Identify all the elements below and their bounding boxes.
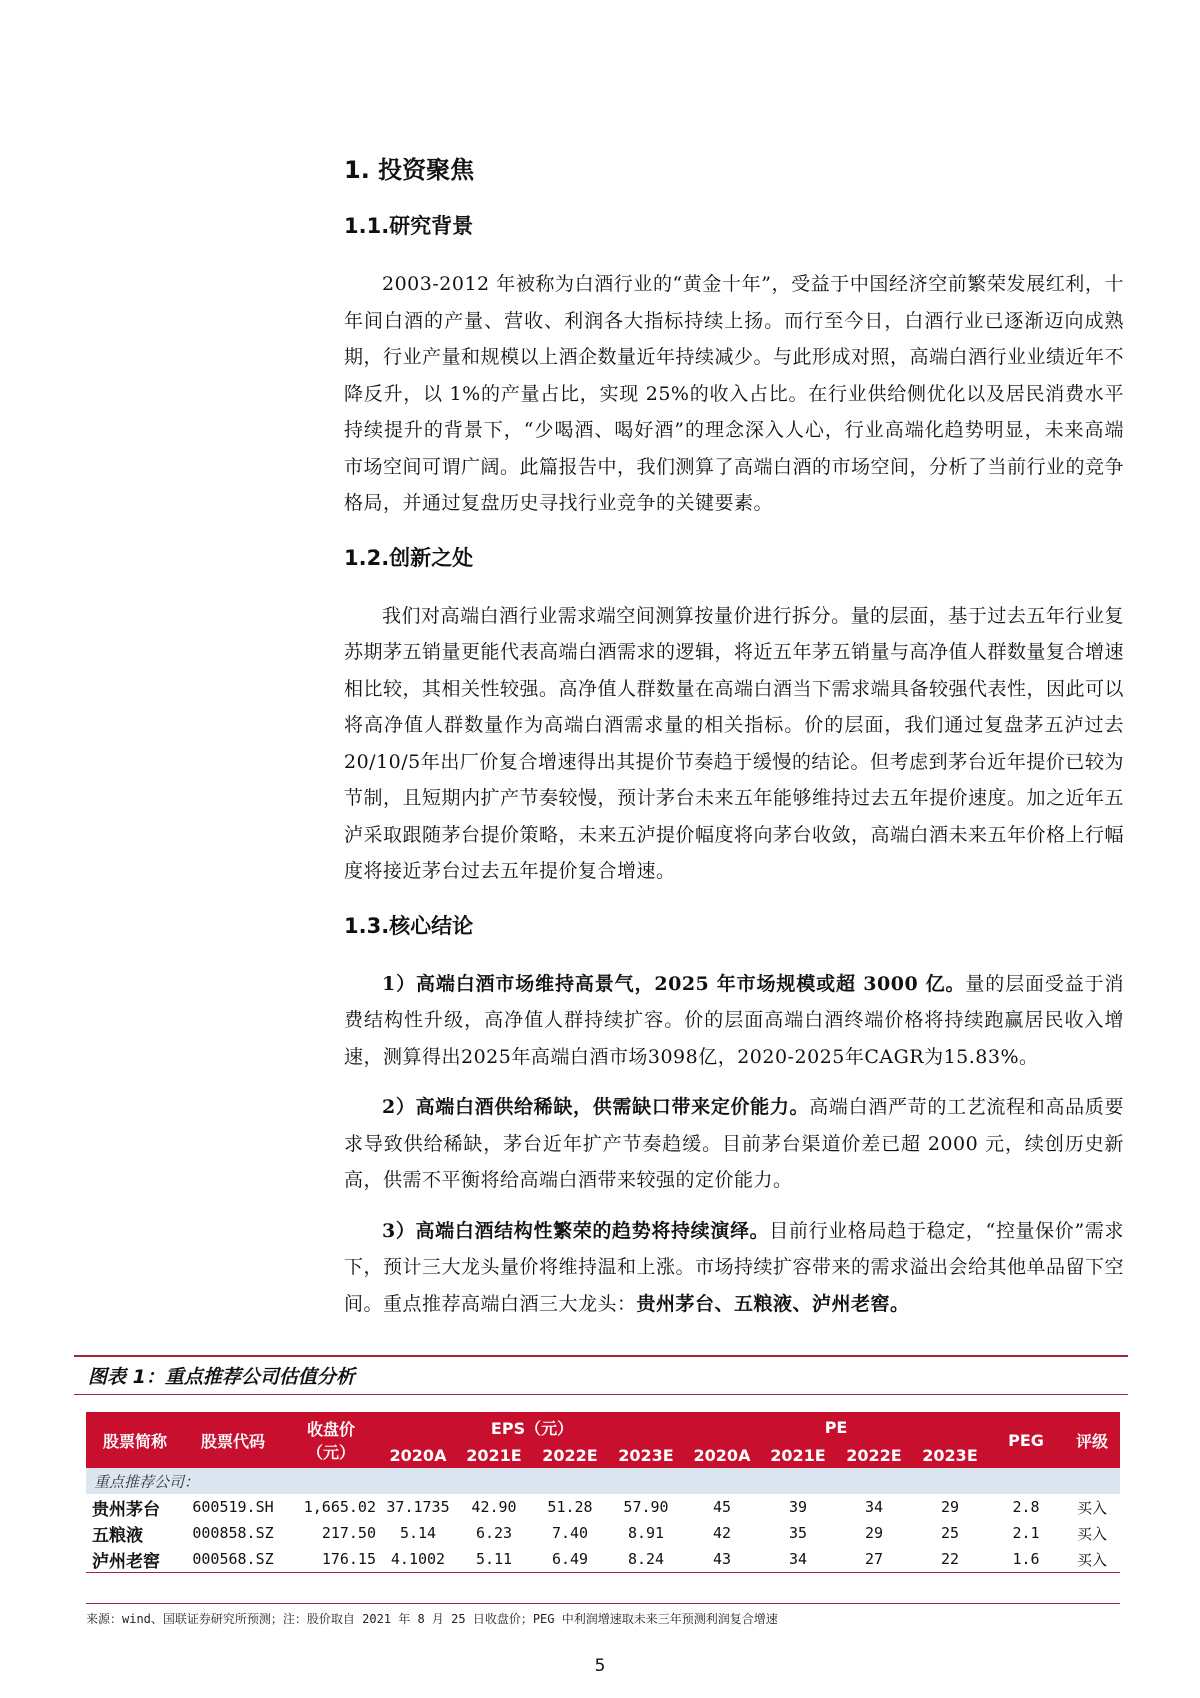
conclusion-3-heading: 3）高端白酒结构性繁荣的趋势将持续演绎。 <box>382 1219 770 1242</box>
pe-2022e: 29 <box>864 1524 884 1542</box>
rating: 买入 <box>1077 1498 1108 1517</box>
conclusion-3-recommendation: 贵州茅台、五粮液、泸州老窖。 <box>636 1292 910 1315</box>
pe-2023e: 25 <box>940 1524 960 1542</box>
header-close-price: 收盘价 （元） <box>282 1412 380 1468</box>
background-paragraph: 2003-2012 年被称为白酒行业的“黄金十年”，受益于中国经济空前繁荣发展红利，十年间白酒的产量、营收、利润各大指标持续上扬。而行至今日，白酒行业已逐渐迈向成熟期，行业产量和规模以上酒企数量近年持续减少。与此形成对照，高端白酒行业业绩近年不降反升，以 1%的产量占比，实现 25%的收入占比。在行业供给侧优化以及居民消费水平持续提升的背景下，“少喝酒、喝好酒”的理念深入人心，行业高端化趋势明显，未来高端市场空间可谓广阔。此篇报告中，我们测算了高端白酒的市场空间，分析了当前行业的竞争格局，并通过复盘历史寻找行业竞争的关键要素。 <box>344 273 1125 514</box>
pe-2020a: 42 <box>712 1524 732 1542</box>
eps-2021e: 42.90 <box>471 1498 517 1516</box>
eps-2020a: 37.1735 <box>386 1498 450 1516</box>
stock-code: 000568.SZ <box>184 1546 282 1573</box>
header-rating: 评级 <box>1064 1412 1120 1468</box>
eps-2023e: 8.24 <box>608 1546 684 1573</box>
header-pe-2023e: 2023E <box>912 1442 988 1468</box>
header-eps-2020a: 2020A <box>380 1442 456 1468</box>
close-price: 217.50 <box>321 1524 376 1542</box>
pe-2020a: 45 <box>712 1498 732 1516</box>
close-price: 176.15 <box>282 1546 380 1573</box>
table-row <box>86 1546 1120 1573</box>
header-eps-2022e: 2022E <box>532 1442 608 1468</box>
peg: 2.1 <box>1012 1524 1040 1542</box>
pe-2021e: 34 <box>760 1546 836 1573</box>
eps-2022e: 6.49 <box>532 1546 608 1573</box>
peg: 2.8 <box>1012 1498 1040 1516</box>
valuation-table <box>86 1412 1120 1573</box>
eps-2021e: 6.23 <box>475 1524 513 1542</box>
header-peg: PEG <box>988 1412 1064 1468</box>
eps-2023e: 57.90 <box>623 1498 669 1516</box>
header-pe: PE <box>684 1412 988 1442</box>
pe-2022e: 34 <box>864 1498 884 1516</box>
stock-name: 五粮液 <box>92 1525 143 1546</box>
header-pe-2020a: 2020A <box>684 1442 760 1468</box>
conclusion-paragraph-2 <box>344 1089 1124 1199</box>
pe-2023e: 29 <box>940 1498 960 1516</box>
group-label: 重点推荐公司： <box>86 1468 1120 1494</box>
conclusion-2-heading: 2）高端白酒供给稀缺，供需缺口带来定价能力。 <box>382 1096 810 1118</box>
pe-2021e: 39 <box>788 1498 808 1516</box>
header-eps-2023e: 2023E <box>608 1442 684 1468</box>
pe-2021e: 35 <box>788 1524 808 1542</box>
page-number: 5 <box>594 1656 606 1676</box>
close-price: 1,665.02 <box>303 1498 376 1516</box>
conclusion-paragraph-1 <box>344 966 1124 1076</box>
pe-2023e: 22 <box>912 1546 988 1573</box>
stock-name: 泸州老窖 <box>86 1546 184 1573</box>
stock-code: 600519.SH <box>192 1498 274 1516</box>
header-eps-2021e: 2021E <box>456 1442 532 1468</box>
subsection-title-conclusion: 1.3.核心结论 <box>344 913 474 938</box>
eps-2022e: 7.40 <box>551 1524 589 1542</box>
conclusion-1-heading: 1）高端白酒市场维持高景气，2025 年市场规模或超 3000 亿。 <box>382 972 966 995</box>
stock-code: 000858.SZ <box>192 1524 274 1542</box>
subsection-title-innovation: 1.2.创新之处 <box>344 545 474 570</box>
pe-2020a: 43 <box>684 1546 760 1573</box>
conclusion-1-text: 量的层面受益于消费结构性升级，高净值人群持续扩容。价的层面高端白酒终端价格将持续跑赢居民收入增速，测算得出2025年高端白酒市场3098亿，2020-2025年CAGR为15.83%。 <box>344 972 1124 1068</box>
figure-title: 图表 1：重点推荐公司估值分析 <box>74 1355 1128 1395</box>
peg: 1.6 <box>988 1546 1064 1573</box>
conclusion-3-text: 目前行业格局趋于稳定，“控量保价”需求下，预计三大龙头量价将维持温和上涨。市场持续扩容带来的需求溢出会给其他单品留下空间。重点推荐高端白酒三大龙头： <box>344 1219 1125 1315</box>
rating: 买入 <box>1064 1546 1120 1573</box>
innovation-paragraph: 我们对高端白酒行业需求端空间测算按量价进行拆分。量的层面，基于过去五年行业复苏期茅五销量更能代表高端白酒需求的逻辑，将近五年茅五销量与高净值人群数量复合增速相比较，其相关性较强。高净值人群数量在高端白酒当下需求端具备较强代表性，因此可以将高净值人群数量作为高端白酒需求量的相关指标。价的层面，我们通过复盘茅五泸过去20/10/5年出厂价复合增速得出其提价节奏趋于缓慢的结论。但考虑到茅台近年提价已较为节制，且短期内扩产节奏较慢，预计茅台未来五年能够维持过去五年提价速度。加之近年五泸采取跟随茅台提价策略，未来五泸提价幅度将向茅台收敛，高端白酒未来五年价格上行幅度将接近茅台过去五年提价复合增速。 <box>344 604 1125 882</box>
main-content <box>344 150 1124 1322</box>
eps-2020a: 4.1002 <box>380 1546 456 1573</box>
eps-2021e: 5.11 <box>456 1546 532 1573</box>
header-eps: EPS（元） <box>380 1412 684 1442</box>
pe-2022e: 27 <box>836 1546 912 1573</box>
stock-name: 贵州茅台 <box>92 1499 160 1520</box>
rating: 买入 <box>1077 1524 1108 1543</box>
header-pe-2022e: 2022E <box>836 1442 912 1468</box>
figure-source-note: 来源：wind、国联证券研究所预测；注：股价取自 2021 年 8 月 25 日收盘价；PEG 中利润增速取未来三年预测利润复合增速 <box>86 1603 1120 1627</box>
table-row <box>86 1494 1120 1520</box>
table-row <box>86 1520 1120 1546</box>
subsection-title-background: 1.1.研究背景 <box>344 214 474 238</box>
header-pe-2021e: 2021E <box>760 1442 836 1468</box>
eps-2023e: 8.91 <box>627 1524 665 1542</box>
section-title: 1. 投资聚焦 <box>344 156 475 184</box>
header-stock-name: 股票简称 <box>86 1412 184 1468</box>
conclusion-2-text: 高端白酒严苛的工艺流程和高品质要求导致供给稀缺，茅台近年扩产节奏趋缓。目前茅台渠道价差已超 2000 元，续创历史新高，供需不平衡将给高端白酒带来较强的定价能力。 <box>344 1096 1124 1191</box>
header-stock-code: 股票代码 <box>184 1412 282 1468</box>
conclusion-paragraph-3 <box>344 1213 1124 1323</box>
eps-2020a: 5.14 <box>399 1524 437 1542</box>
eps-2022e: 51.28 <box>547 1498 593 1516</box>
